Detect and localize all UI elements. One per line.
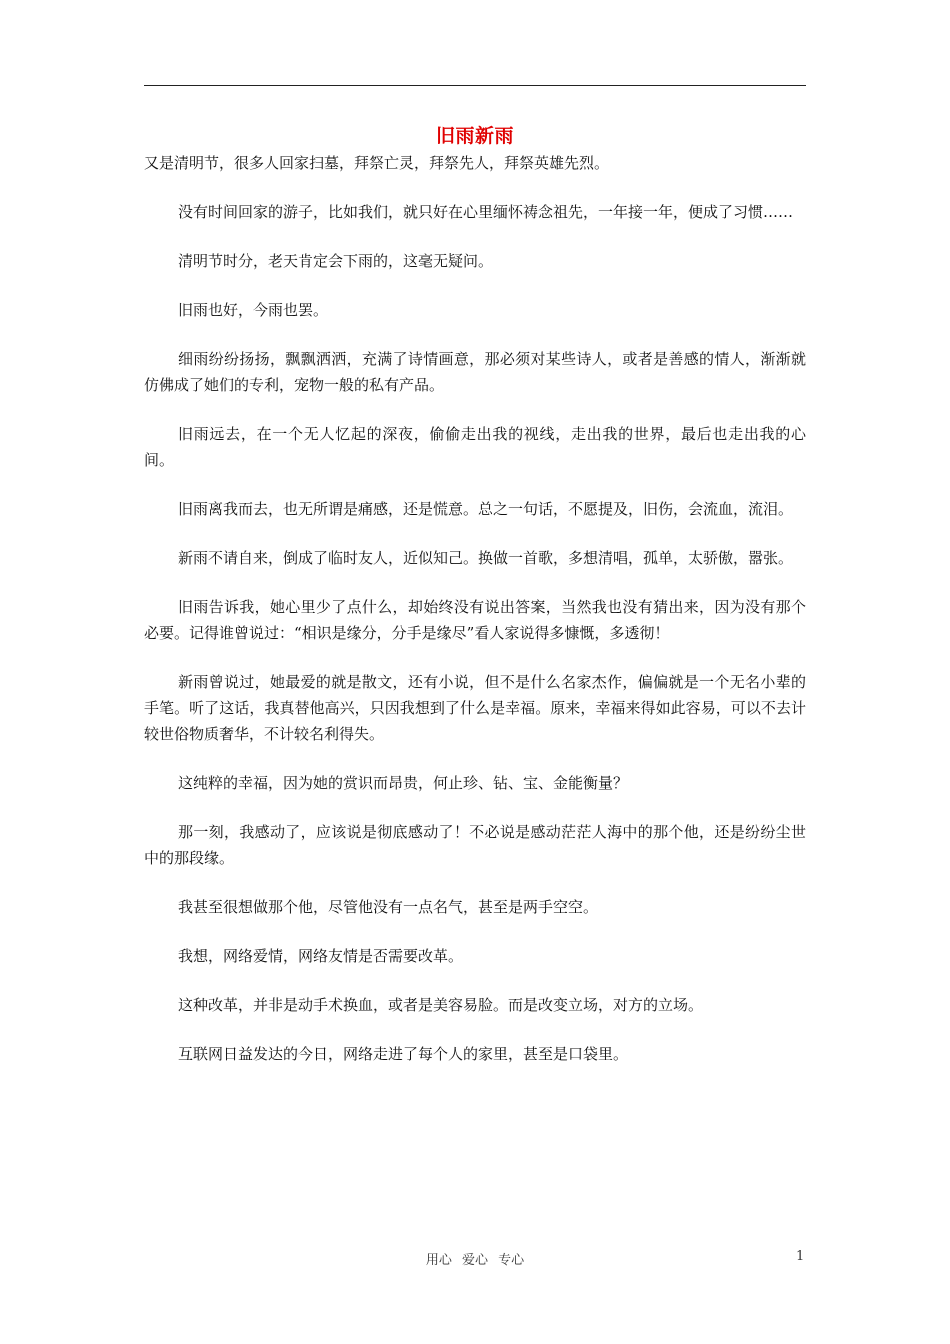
paragraph-15: 这种改革，并非是动手术换血，或者是美容易脸。而是改变立场，对方的立场。	[178, 996, 704, 1014]
paragraph-12: 那一刻，我感动了，应该说是彻底感动了！不必说是感动茫茫人海中的那个他，还是纷纷尘世中的那段缘。	[144, 823, 806, 867]
document-title: 旧雨新雨	[435, 125, 514, 147]
paragraph-13: 我甚至很想做那个他，尽管他没有一点名气，甚至是两手空空。	[178, 898, 599, 916]
document-body	[144, 150, 806, 1090]
paragraph-2: 没有时间回家的游子，比如我们，就只好在心里缅怀祷念祖先，一年接一年，便成了习惯……	[178, 203, 794, 221]
paragraph-5: 细雨纷纷扬扬，飘飘洒洒，充满了诗情画意，那必须对某些诗人，或者是善感的情人，渐渐就仿佛成了她们的专利，宠物一般的私有产品。	[144, 350, 806, 394]
paragraph-10: 新雨曾说过，她最爱的就是散文，还有小说，但不是什么名家杰作，偏偏就是一个无名小辈的手笔。听了这话，我真替他高兴，只因我想到了什么是幸福。原来，幸福来得如此容易，可以不去计较世俗物质奢华，不计较名利得失。	[144, 673, 806, 743]
page-number: 1	[796, 1249, 805, 1264]
paragraph-1: 又是清明节，很多人回家扫墓，拜祭亡灵，拜祭先人，拜祭英雄先烈。	[144, 154, 610, 172]
paragraph-7: 旧雨离我而去，也无所谓是痛感，还是慌意。总之一句话，不愿提及，旧伤，会流血，流泪。	[178, 500, 794, 518]
paragraph-16: 互联网日益发达的今日，网络走进了每个人的家里，甚至是口袋里。	[178, 1045, 629, 1063]
paragraph-9: 旧雨告诉我，她心里少了点什么，却始终没有说出答案，当然我也没有猜出来，因为没有那个必要。记得谁曾说过：“相识是缘分，分手是缘尽”看人家说得多慷慨，多透彻！	[144, 598, 806, 642]
paragraph-4: 旧雨也好，今雨也罢。	[178, 301, 329, 319]
paragraph-3: 清明节时分，老天肯定会下雨的，这毫无疑问。	[178, 252, 494, 270]
header-rule	[144, 85, 806, 86]
paragraph-8: 新雨不请自来，倒成了临时友人，近似知己。换做一首歌，多想清唱，孤单，太骄傲，嚣张。	[178, 549, 794, 567]
paragraph-6: 旧雨远去，在一个无人忆起的深夜，偷偷走出我的视线，走出我的世界，最后也走出我的心间。	[144, 425, 806, 469]
paragraph-11: 这纯粹的幸福，因为她的赏识而昂贵，何止珍、钻、宝、金能衡量？	[178, 774, 629, 792]
footer-motto: 用心 爱心 专心	[425, 1253, 525, 1268]
paragraph-14: 我想，网络爱情，网络友情是否需要改革。	[178, 947, 464, 965]
